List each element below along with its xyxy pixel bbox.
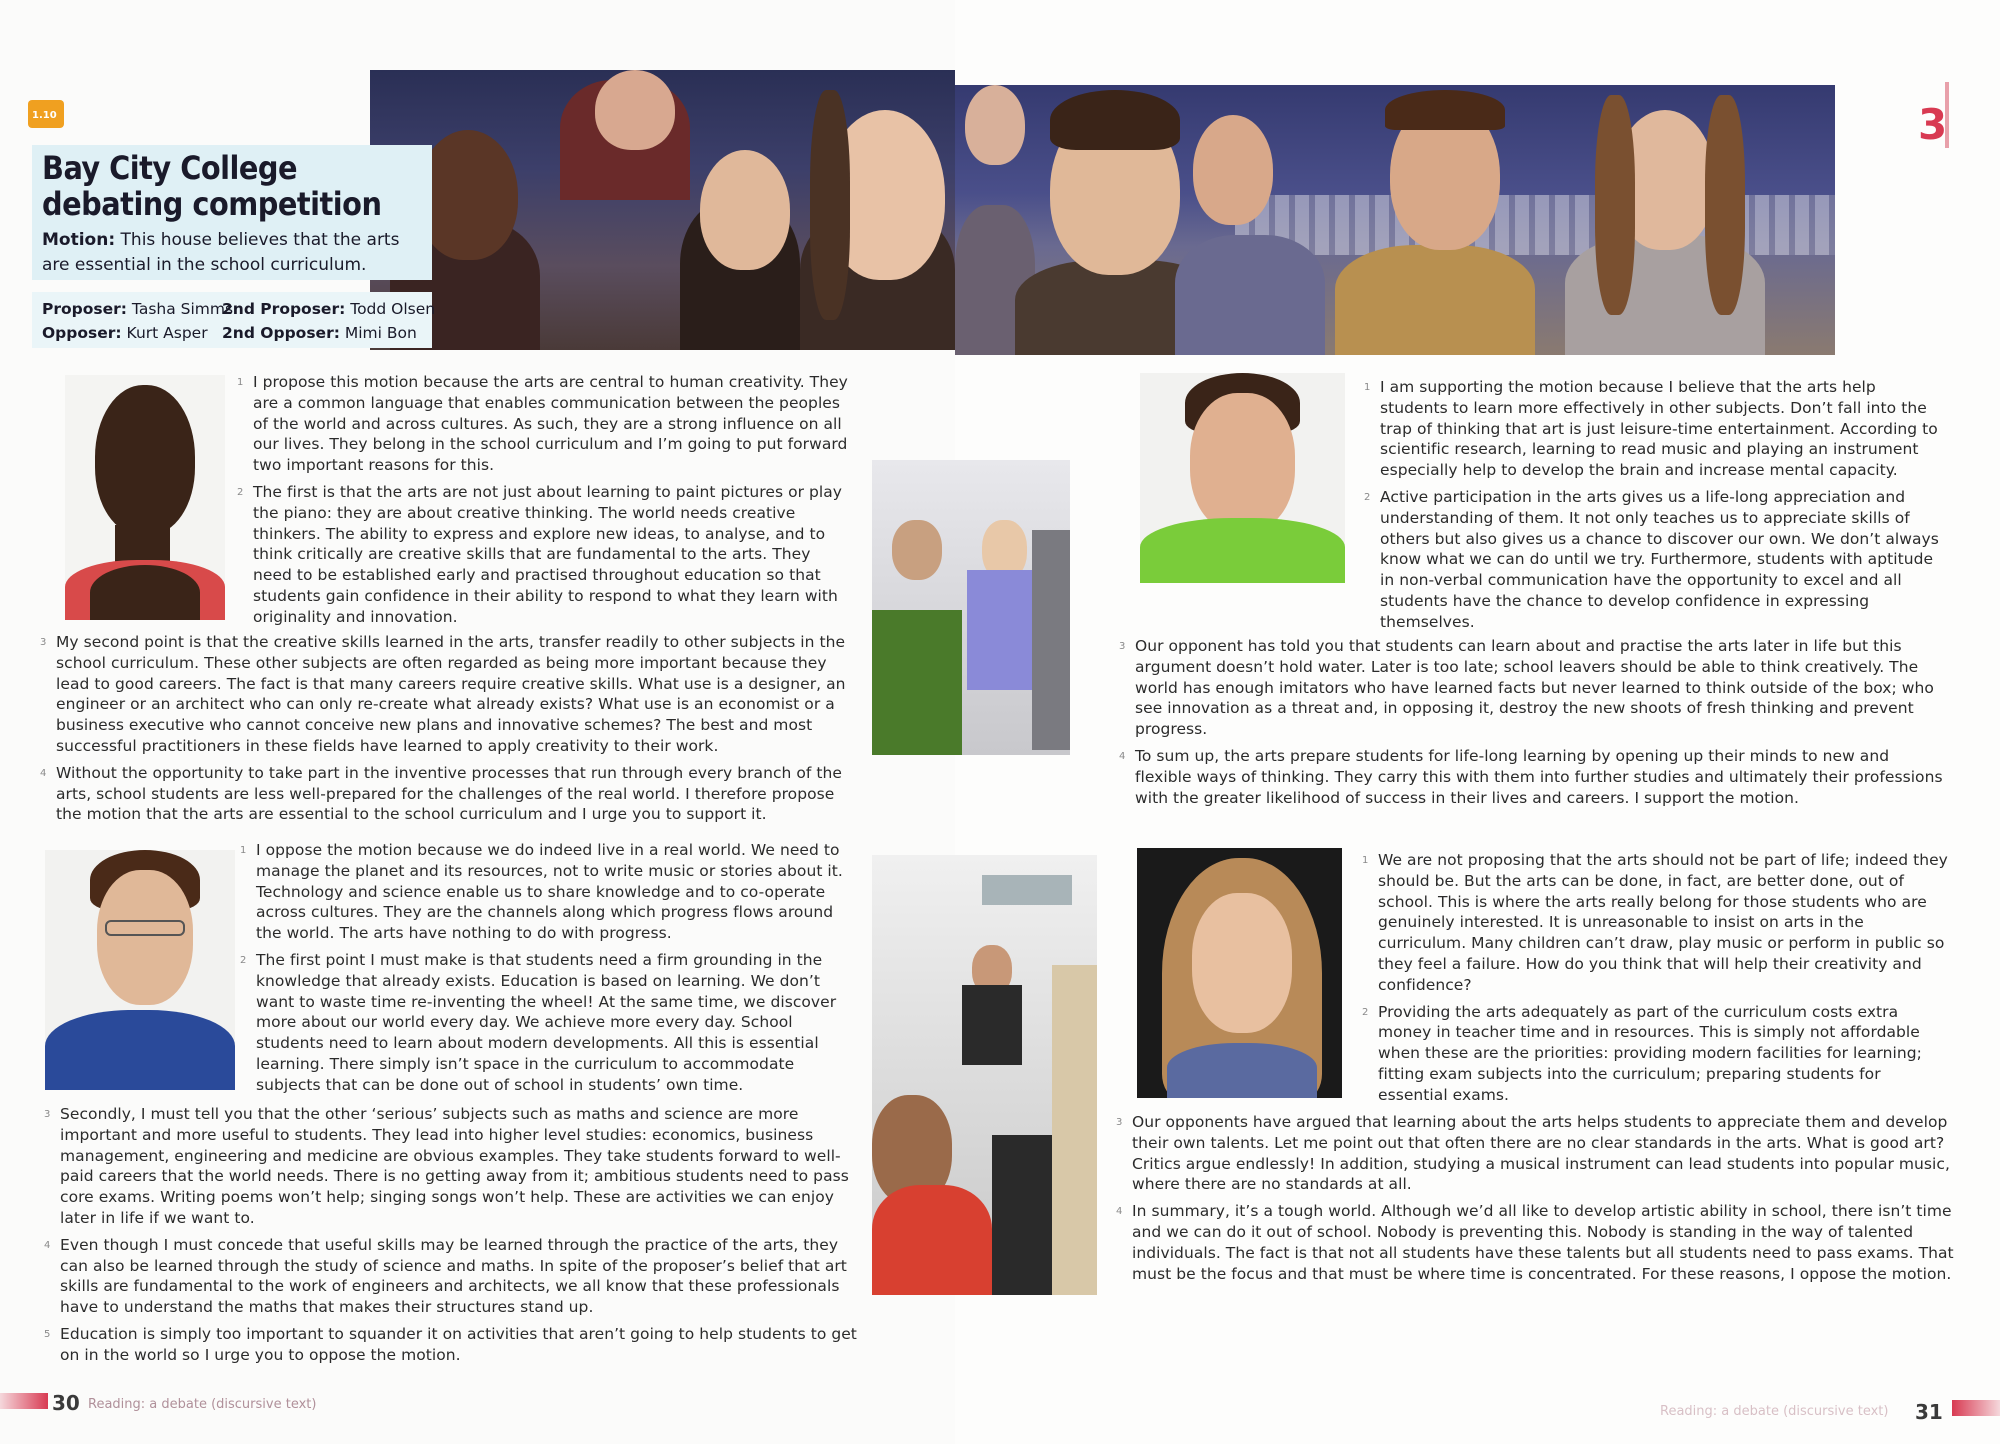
opposer-name: Kurt Asper	[126, 324, 208, 342]
paragraph-text: My second point is that the creative skills learned in the arts, transfer readily to other subjects in the school curriculum. These other subjects are often regarded as being more important because they lead to good careers. The fact is that many careers require creative skills. What use is a designer, an engineer or an architect who can only re-create what already exists? What use is an economist or a business executive who cannot conceive new plans and innovative schemes? The best and most successful practitioners in these fields have learned to apply creativity to their work.	[56, 633, 846, 755]
speech3-paragraph-1	[1364, 377, 1940, 481]
paragraph-number: 4	[44, 1239, 51, 1251]
audio-track-icon	[28, 100, 64, 128]
paragraph-text: Without the opportunity to take part in the inventive processes that run through every branch of the arts, school students are less well-prepared for the challenges of the real world. I therefore propose the motion that the arts are essential to the school curriculum and I urge you to support it.	[56, 763, 842, 824]
speech3-paragraph-2	[1364, 487, 1940, 633]
speech1-paragraph-3	[40, 632, 856, 757]
speech4-paragraph-1	[1362, 850, 1948, 996]
audience-photo-right	[955, 85, 1835, 355]
footer-label-right: Reading: a debate (discursive text)	[1660, 1404, 1889, 1419]
speech-second-opposer-bottom	[1116, 1112, 1957, 1290]
speech4-paragraph-3	[1116, 1112, 1957, 1195]
participants-row-2	[42, 321, 208, 345]
opposer-label: Opposer:	[42, 324, 122, 342]
title-line-1: Bay City College	[42, 149, 297, 187]
paragraph-text: Providing the arts adequately as part of the curriculum costs extra money in teacher time and in resources. This is simply not affordable when these are the priorities: providing modern facilities for learning; fitting exam subjects into the curriculum; preparing students for essential exams.	[1378, 1002, 1922, 1104]
paragraph-text: The first is that the arts are not just about learning to paint pictures or play the piano: they are about creative thinking. The world needs creative thinkers. The ability to express and explore new ideas, to analyse, and to think critically are creative skills that are fundamental to the arts. They need to be established early and practised throughout education so that students gain confidence in their ability to respond to what they learn with originality and innovation.	[253, 482, 843, 626]
portrait-proposer	[65, 375, 225, 620]
paragraph-number: 1	[1362, 855, 1369, 866]
paragraph-number: 3	[44, 1109, 51, 1120]
speech2-paragraph-2	[240, 950, 856, 1096]
footer-label-left: Reading: a debate (discursive text)	[88, 1397, 317, 1412]
paragraph-number: 4	[40, 767, 47, 779]
speech4-paragraph-4	[1116, 1201, 1957, 1284]
participants-row-2b	[222, 321, 417, 345]
second-opposer-name: Mimi Bon	[344, 324, 417, 342]
audience-photo-left	[370, 70, 955, 350]
speech3-paragraph-3	[1119, 636, 1945, 740]
proposer-label: Proposer:	[42, 300, 127, 318]
chapter-number: 3	[1918, 100, 1948, 149]
office-photo-1	[872, 460, 1070, 755]
paragraph-number: 4	[1116, 1206, 1123, 1218]
paragraph-number: 1	[237, 377, 244, 388]
speech-opposer-bottom	[44, 1104, 865, 1372]
office-photo-2	[872, 855, 1097, 1295]
paragraph-number: 2	[240, 954, 247, 966]
paragraph-text: Education is simply too important to squander it on activities that aren’t going to help students to get on in the world so I urge you to oppose the motion.	[60, 1324, 857, 1364]
paragraph-number: 3	[1116, 1117, 1123, 1128]
motion-statement	[42, 228, 422, 278]
portrait-second-opposer	[1137, 848, 1342, 1098]
portrait-second-proposer	[1140, 373, 1345, 583]
footer-accent-left	[0, 1393, 48, 1409]
speech-opposer-top	[240, 840, 856, 1102]
title-line-2: debating competition	[42, 185, 382, 223]
paragraph-text: I am supporting the motion because I believe that the arts help students to learn more effectively in other subjects. Don’t fall into the trap of thinking that art is just leisure-time entertainment. According to scientific research, learning to read music and playing an instrument especially help to develop the brain and increase mental capacity.	[1380, 378, 1938, 480]
paragraph-text: Active participation in the arts gives us a life-long appreciation and understanding of them. It not only teaches us to appreciate skills of others but also gives us a chance to discover our own. We don’t always know what we can do until we try. Furthermore, students with aptitude in non-verbal communication have the opportunity to excel and all students have the chance to develop confidence in expressing themselves.	[1380, 487, 1939, 631]
speech4-paragraph-2	[1362, 1002, 1948, 1106]
second-proposer-label: 2nd Proposer:	[222, 300, 346, 318]
paragraph-number: 4	[1119, 750, 1126, 762]
speech2-paragraph-5	[44, 1324, 865, 1366]
participants-row-1	[42, 297, 233, 321]
paragraph-text: Our opponents have argued that learning about the arts helps students to appreciate them and develop their own talents. Let me point out that often there are no clear standards in the arts. What is good art? Critics argue endlessly! In addition, studying a musical instrument can lead students into popular music, where there are no standards at all.	[1132, 1113, 1950, 1194]
paragraph-number: 1	[1364, 382, 1371, 393]
speech2-paragraph-1	[240, 840, 856, 944]
speech2-paragraph-3	[44, 1104, 865, 1229]
paragraph-number: 3	[1119, 641, 1126, 652]
paragraph-number: 2	[1364, 491, 1371, 503]
paragraph-text: The first point I must make is that students need a firm grounding in the knowledge that already exists. Education is based on learning. We don’t want to waste time re-inventing the wheel! At the same time, we discover more about our world every day. We achieve more every day. School students need to learn about modern developments. All this is essential learning. There simply isn’t space in the curriculum to accommodate subjects that can be done out of school in students’ own time.	[256, 950, 837, 1094]
paragraph-number: 2	[1362, 1006, 1369, 1018]
speech1-paragraph-1	[237, 372, 853, 476]
paragraph-number: 5	[44, 1328, 51, 1340]
paragraph-text: Our opponent has told you that students can learn about and practise the arts later in life but this argument doesn’t hold water. Later is too late; school leavers should be able to think creatively. The world has enough imitators who have learned facts but never learned to think outside of the box; who see innovation as a threat and, in opposing it, destroy the new shoots of fresh thinking and prevent progress.	[1135, 637, 1934, 739]
paragraph-text: Even though I must concede that useful skills may be learned through the practice of the arts, they can also be learned through the study of science and maths. In spite of the proposer’s belief that art skills are fundamental to the work of engineers and architects, we all know that these professionals have to understand the maths that makes their structures stand up.	[60, 1235, 847, 1317]
paragraph-text: In summary, it’s a tough world. Although we’d all like to develop artistic ability in school, there isn’t time and we can do it out of school. Nobody is preventing this. Nobody is standing in the way of talented individuals. The fact is that not all students have these talents but all students need to pass exams. That must be the focus and that must be where time is concentrated. For these reasons, I oppose the motion.	[1132, 1202, 1954, 1283]
speech3-paragraph-4	[1119, 746, 1945, 808]
speech-proposer-bottom	[40, 632, 856, 831]
footer-accent-right	[1952, 1400, 2000, 1416]
speech1-paragraph-4	[40, 763, 856, 825]
paragraph-text: Secondly, I must tell you that the other ‘serious’ subjects such as maths and science are more important and more useful to students. They lead into higher level studies: economics, business management, engineering and medicine are obvious examples. They take students forward to well-paid careers that the world needs. There is no getting away from it; ambitious students need to pass core exams. Writing poems won’t help; singing songs won’t help. These are activities we can enjoy later in life if we want to.	[60, 1105, 849, 1227]
proposer-name: Tasha Simms	[131, 300, 234, 318]
participants-row-1b	[222, 297, 435, 321]
paragraph-number: 2	[237, 486, 244, 498]
page-number-right: 31	[1915, 1400, 1943, 1424]
paragraph-text: I oppose the motion because we do indeed live in a real world. We need to manage the planet and its resources, not to write music or stories about it. Technology and science enable us to share knowledge and to co-operate across cultures. They are the channels along which progress flows around the world. The arts have nothing to do with progress.	[256, 841, 843, 943]
paragraph-number: 3	[40, 637, 47, 648]
paragraph-text: I propose this motion because the arts are central to human creativity. They are a common language that enables communication between the peoples of the world and across cultures. As such, they are a strong influence on all our lives. They belong in the school curriculum and I’m going to put forward two important reasons for this.	[253, 373, 848, 475]
speech2-paragraph-4	[44, 1235, 865, 1318]
second-opposer-label: 2nd Opposer:	[222, 324, 340, 342]
paragraph-number: 1	[240, 845, 247, 856]
speech-second-opposer-top	[1362, 850, 1948, 1112]
speech-second-proposer-top	[1364, 377, 1940, 639]
motion-label: Motion:	[42, 230, 116, 250]
speech-second-proposer-bottom	[1119, 636, 1945, 814]
second-proposer-name: Todd Olsen	[350, 300, 436, 318]
speech1-paragraph-2	[237, 482, 853, 628]
motion-text: This house believes that the arts are essential in the school curriculum.	[42, 230, 400, 275]
page-title	[42, 150, 381, 222]
speech-proposer-top	[237, 372, 853, 634]
audio-track-number: 1.10	[32, 110, 57, 121]
page-number-left: 30	[52, 1391, 80, 1415]
portrait-opposer	[45, 850, 235, 1090]
paragraph-text: To sum up, the arts prepare students for life-long learning by opening up their minds to new and flexible ways of thinking. They carry this with them into further studies and ultimately their professions with the greater likelihood of success in their lives and careers. I support the motion.	[1135, 746, 1943, 807]
paragraph-text: We are not proposing that the arts should not be part of life; indeed they should be. But the arts can be done, in fact, are better done, out of school. This is where the arts really belong for those students who are genuinely interested. It is unreasonable to insist on arts in the curriculum. Many children can’t draw, play music or perform in public so they feel a failure. How do you think that will help their creativity and confidence?	[1378, 851, 1948, 994]
